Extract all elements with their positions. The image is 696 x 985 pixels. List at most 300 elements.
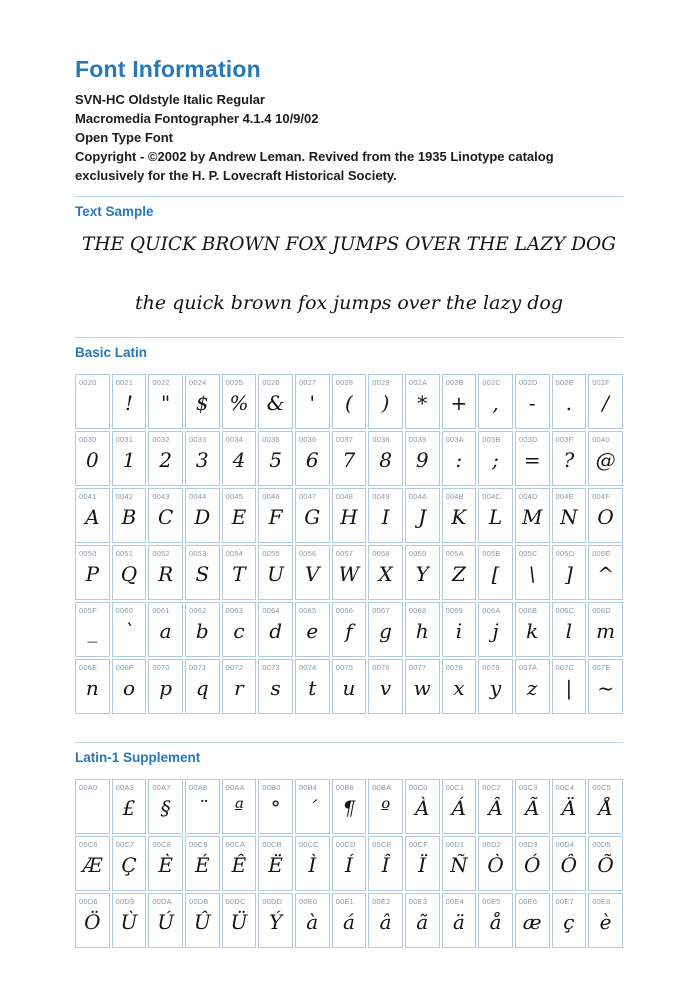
glyph-code-label: 00CC <box>298 840 319 849</box>
glyph-cell <box>368 836 403 891</box>
glyph-code-label: 005B <box>482 549 501 558</box>
copyright-line: Copyright - ©2002 by Andrew Leman. Revived from the 1935 Linotype catalog exclusively for the H. P. Lovecraft Historical Society. <box>75 149 554 183</box>
glyph-code-label: 00CB <box>262 840 282 849</box>
glyph-cell <box>112 431 147 486</box>
sample-text-lowercase: the quick brown fox jumps over the lazy dog <box>134 292 564 314</box>
glyph-cell <box>478 545 513 600</box>
glyph-char: S <box>195 562 210 586</box>
glyph-code-label: 005C <box>518 549 538 558</box>
glyph-char: ! <box>124 391 133 415</box>
glyph-char: x <box>453 676 465 700</box>
glyph-cell <box>405 431 440 486</box>
glyph-cell <box>368 659 403 714</box>
glyph-cell <box>222 545 257 600</box>
glyph-char: i <box>455 619 463 643</box>
glyph-cell <box>222 836 257 891</box>
glyph-char: Ç <box>121 853 137 877</box>
glyph-cell <box>222 659 257 714</box>
glyph-row <box>75 659 623 714</box>
glyph-char: À <box>415 796 430 820</box>
glyph-cell <box>405 779 440 834</box>
glyph-char: C <box>157 505 174 529</box>
glyph-cell <box>515 431 550 486</box>
glyph-code-label: 004A <box>408 492 428 501</box>
glyph-char: 3 <box>195 448 209 472</box>
glyph-cell <box>478 488 513 543</box>
glyph-cell <box>332 374 367 429</box>
glyph-char: F <box>268 505 283 529</box>
glyph-cell <box>588 374 623 429</box>
glyph-cell <box>552 836 587 891</box>
glyph-cell <box>442 488 477 543</box>
glyph-char: Ò <box>487 853 504 877</box>
glyph-code-label: 00C4 <box>555 783 575 792</box>
glyph-code-label: 00B6 <box>335 783 354 792</box>
glyph-code-label: 0074 <box>298 663 317 672</box>
glyph-cell <box>148 431 183 486</box>
glyph-char: ª <box>234 796 244 820</box>
glyph-cell <box>588 545 623 600</box>
glyph-code-label: 0058 <box>372 549 390 558</box>
glyph-cell <box>185 836 220 891</box>
glyph-char: % <box>229 391 249 415</box>
glyph-code-label: 0056 <box>298 549 317 558</box>
glyph-char: É <box>194 853 210 877</box>
glyph-char: V <box>305 562 320 586</box>
glyph-code-label: 00C5 <box>592 783 611 792</box>
glyph-code-label: 00D5 <box>592 840 611 849</box>
glyph-char: 7 <box>342 448 356 472</box>
glyph-char: â <box>379 910 392 934</box>
glyph-char: ã <box>416 910 429 934</box>
glyph-cell <box>75 779 110 834</box>
glyph-cell <box>75 893 110 948</box>
glyph-code-label: 00E7 <box>555 897 574 906</box>
glyph-cell <box>75 488 110 543</box>
glyph-code-label: 0039 <box>408 435 427 444</box>
latin1-supplement-glyph-table <box>73 777 625 950</box>
glyph-code-label: 00DC <box>225 897 246 906</box>
glyph-code-label: 002A <box>408 378 428 387</box>
glyph-cell <box>295 431 330 486</box>
glyph-char: £ <box>122 796 136 820</box>
glyph-char: t <box>308 676 317 700</box>
glyph-code-label: 0062 <box>188 606 207 615</box>
latin1-supplement-heading: Latin-1 Supplement <box>75 750 201 765</box>
glyph-cell <box>258 779 293 834</box>
glyph-code-label: 00C9 <box>188 840 208 849</box>
glyph-code-label: 0025 <box>225 378 244 387</box>
font-name-line: SVN-HC Oldstyle Italic Regular <box>75 92 265 107</box>
glyph-char: È <box>158 853 173 877</box>
glyph-cell <box>368 431 403 486</box>
glyph-cell <box>588 602 623 657</box>
glyph-code-label: 005D <box>555 549 575 558</box>
glyph-code-label: 00B0 <box>262 783 281 792</box>
glyph-char: ^ <box>597 562 614 586</box>
glyph-char: c <box>233 619 245 643</box>
glyph-char: Â <box>488 796 503 820</box>
glyph-row <box>75 836 623 891</box>
glyph-cell <box>185 488 220 543</box>
glyph-char: ¨ <box>197 796 208 820</box>
glyph-code-label: 0045 <box>225 492 244 501</box>
glyph-char: Æ <box>82 853 103 877</box>
glyph-char: Û <box>193 910 211 934</box>
glyph-cell <box>112 659 147 714</box>
glyph-cell <box>405 374 440 429</box>
glyph-code-label: 0041 <box>79 492 97 501</box>
glyph-char: v <box>379 676 392 700</box>
glyph-char: D <box>194 505 211 529</box>
section-divider <box>75 337 623 338</box>
glyph-cell <box>405 659 440 714</box>
glyph-char: P <box>85 562 100 586</box>
glyph-char: Q <box>120 562 138 586</box>
sample-text-uppercase: THE QUICK BROWN FOX JUMPS OVER THE LAZY DOG <box>82 234 616 255</box>
glyph-code-label: 0022 <box>152 378 170 387</box>
glyph-code-label: 003B <box>482 435 501 444</box>
glyph-code-label: 00E3 <box>408 897 428 906</box>
glyph-cell <box>478 659 513 714</box>
glyph-cell <box>258 836 293 891</box>
glyph-code-label: 0057 <box>335 549 354 558</box>
glyph-code-label: 007C <box>555 663 575 672</box>
glyph-cell <box>148 602 183 657</box>
glyph-cell <box>442 545 477 600</box>
glyph-cell <box>112 602 147 657</box>
glyph-cell <box>185 374 220 429</box>
glyph-cell <box>515 545 550 600</box>
glyph-code-label: 0026 <box>262 378 280 387</box>
glyph-code-label: 0047 <box>298 492 317 501</box>
glyph-code-label: 006A <box>482 606 501 615</box>
glyph-char: : <box>455 448 463 472</box>
glyph-code-label: 0031 <box>115 435 134 444</box>
glyph-char: B <box>121 505 137 529</box>
glyph-code-label: 00A3 <box>115 783 134 792</box>
basic-latin-glyph-table <box>73 372 625 716</box>
glyph-code-label: 0053 <box>188 549 207 558</box>
glyph-cell <box>478 431 513 486</box>
glyph-code-label: 0073 <box>262 663 280 672</box>
glyph-code-label: 0066 <box>335 606 354 615</box>
glyph-code-label: 003F <box>555 435 574 444</box>
glyph-code-label: 006B <box>518 606 538 615</box>
glyph-cell <box>258 545 293 600</box>
glyph-code-label: 00A0 <box>79 783 98 792</box>
glyph-char: " <box>161 391 171 415</box>
glyph-code-label: 004D <box>518 492 538 501</box>
section-divider <box>75 742 623 743</box>
glyph-code-label: 00D2 <box>482 840 501 849</box>
glyph-code-label: 00D9 <box>115 897 135 906</box>
glyph-code-label: 002F <box>592 378 611 387</box>
glyph-row <box>75 431 623 486</box>
glyph-code-label: 0042 <box>115 492 134 501</box>
glyph-char: Ì <box>308 853 317 877</box>
glyph-char: W <box>338 562 360 586</box>
glyph-code-label: 00B4 <box>298 783 318 792</box>
glyph-cell <box>75 374 110 429</box>
glyph-char: X <box>378 562 393 586</box>
glyph-char: . <box>565 391 573 415</box>
glyph-char: Ö <box>84 910 101 934</box>
glyph-char: å <box>489 910 502 934</box>
glyph-char: Ä <box>561 796 577 820</box>
glyph-code-label: 00C0 <box>408 783 428 792</box>
glyph-cell <box>588 431 623 486</box>
glyph-row <box>75 545 623 600</box>
glyph-cell <box>332 779 367 834</box>
glyph-char: Ñ <box>450 853 468 877</box>
glyph-cell <box>332 488 367 543</box>
glyph-char: U <box>267 562 285 586</box>
glyph-cell <box>75 431 110 486</box>
glyph-char: z <box>526 676 538 700</box>
glyph-cell <box>148 779 183 834</box>
glyph-code-label: 006F <box>115 663 134 672</box>
glyph-cell <box>588 488 623 543</box>
glyph-code-label: 004F <box>592 492 611 501</box>
glyph-code-label: 004C <box>482 492 501 501</box>
glyph-cell <box>222 374 257 429</box>
glyph-code-label: 00E4 <box>445 897 464 906</box>
glyph-code-label: 004B <box>445 492 464 501</box>
glyph-char: Ô <box>560 853 578 877</box>
glyph-char: Å <box>598 796 613 820</box>
glyph-cell <box>112 893 147 948</box>
glyph-code-label: 0029 <box>372 378 390 387</box>
glyph-char: ç <box>563 910 575 934</box>
glyph-code-label: 00A8 <box>188 783 208 792</box>
glyph-char: T <box>232 562 246 586</box>
glyph-row <box>75 374 623 429</box>
glyph-code-label: 005E <box>592 549 611 558</box>
glyph-cell <box>185 659 220 714</box>
glyph-code-label: 0040 <box>592 435 610 444</box>
glyph-cell <box>405 893 440 948</box>
glyph-char: 9 <box>415 448 429 472</box>
glyph-cell <box>552 779 587 834</box>
glyph-char: à <box>306 910 319 934</box>
glyph-code-label: 00E5 <box>482 897 501 906</box>
glyph-cell <box>112 488 147 543</box>
glyph-code-label: 0046 <box>262 492 280 501</box>
glyph-cell <box>295 545 330 600</box>
glyph-char: - <box>528 391 536 415</box>
glyph-char: ä <box>452 910 465 934</box>
glyph-code-label: 00D1 <box>445 840 465 849</box>
glyph-cell <box>112 374 147 429</box>
glyph-code-label: 0048 <box>335 492 354 501</box>
glyph-char: g <box>379 619 392 643</box>
glyph-char: ] <box>564 562 573 586</box>
glyph-char: r <box>234 676 244 700</box>
glyph-code-label: 0059 <box>408 549 427 558</box>
glyph-code-label: 0021 <box>115 378 134 387</box>
glyph-code-label: 006C <box>555 606 575 615</box>
glyph-char: n <box>85 676 99 700</box>
glyph-row <box>75 893 623 948</box>
glyph-code-label: 00E8 <box>592 897 611 906</box>
glyph-char: Ë <box>268 853 283 877</box>
glyph-code-label: 004E <box>555 492 574 501</box>
glyph-code-label: 00A7 <box>152 783 171 792</box>
glyph-cell <box>552 374 587 429</box>
glyph-code-label: 0064 <box>262 606 280 615</box>
glyph-cell <box>442 431 477 486</box>
glyph-char: s <box>270 676 281 700</box>
glyph-cell <box>552 893 587 948</box>
glyph-code-label: 0077 <box>408 663 427 672</box>
glyph-cell <box>295 659 330 714</box>
glyph-cell <box>75 602 110 657</box>
glyph-cell <box>478 602 513 657</box>
glyph-code-label: 0020 <box>79 378 97 387</box>
glyph-char: o <box>122 676 135 700</box>
glyph-char: O <box>597 505 614 529</box>
glyph-code-label: 0065 <box>298 606 317 615</box>
glyph-code-label: 0051 <box>115 549 134 558</box>
glyph-cell <box>222 779 257 834</box>
glyph-char: ) <box>381 391 390 415</box>
glyph-code-label: 002D <box>518 378 538 387</box>
glyph-cell <box>552 431 587 486</box>
glyph-cell <box>405 488 440 543</box>
glyph-code-label: 0071 <box>188 663 207 672</box>
glyph-code-label: 002C <box>482 378 501 387</box>
glyph-code-label: 00CE <box>372 840 392 849</box>
glyph-cell <box>368 893 403 948</box>
glyph-char: , <box>492 391 499 415</box>
glyph-cell <box>552 488 587 543</box>
glyph-code-label: 00DB <box>188 897 209 906</box>
glyph-code-label: 0036 <box>298 435 317 444</box>
glyph-cell <box>148 659 183 714</box>
glyph-cell <box>332 836 367 891</box>
glyph-char: & <box>266 391 285 415</box>
glyph-code-label: 0030 <box>79 435 97 444</box>
glyph-code-label: 00C1 <box>445 783 465 792</box>
glyph-cell <box>75 545 110 600</box>
glyph-cell <box>75 836 110 891</box>
glyph-cell <box>515 836 550 891</box>
glyph-code-label: 00DA <box>152 897 172 906</box>
glyph-char: k <box>526 619 539 643</box>
glyph-code-label: 0070 <box>152 663 170 672</box>
glyph-char: º <box>380 796 391 820</box>
glyph-cell <box>332 659 367 714</box>
glyph-char: / <box>602 391 609 415</box>
glyph-code-label: 00D4 <box>555 840 575 849</box>
glyph-code-label: 0068 <box>408 606 427 615</box>
glyph-code-label: 0075 <box>335 663 354 672</box>
glyph-cell <box>588 893 623 948</box>
glyph-code-label: 0076 <box>372 663 390 672</box>
glyph-code-label: 0060 <box>115 606 134 615</box>
glyph-char: Ê <box>231 853 247 877</box>
glyph-char: ( <box>345 391 353 415</box>
glyph-cell <box>515 602 550 657</box>
glyph-char: L <box>488 505 503 529</box>
glyph-code-label: 0055 <box>262 549 280 558</box>
glyph-code-label: 005A <box>445 549 464 558</box>
glyph-code-label: 0050 <box>79 549 97 558</box>
glyph-char: e <box>306 619 319 643</box>
glyph-char: \ <box>528 562 536 586</box>
glyph-char: Ã <box>524 796 540 820</box>
glyph-cell <box>148 488 183 543</box>
glyph-code-label: 0024 <box>188 378 207 387</box>
glyph-code-label: 0069 <box>445 606 464 615</box>
glyph-code-label: 0033 <box>188 435 207 444</box>
glyph-code-label: 00AA <box>225 783 245 792</box>
glyph-code-label: 002E <box>555 378 574 387</box>
glyph-cell <box>332 431 367 486</box>
glyph-char: Ú <box>157 910 175 934</box>
glyph-code-label: 0054 <box>225 549 244 558</box>
glyph-code-label: 0028 <box>335 378 354 387</box>
glyph-char: h <box>415 619 429 643</box>
glyph-char: á <box>342 910 355 934</box>
glyph-cell <box>148 545 183 600</box>
glyph-cell <box>222 431 257 486</box>
glyph-char: G <box>304 505 321 529</box>
glyph-cell <box>515 488 550 543</box>
glyph-cell <box>295 374 330 429</box>
glyph-code-label: 00CD <box>335 840 356 849</box>
glyph-cell <box>295 602 330 657</box>
glyph-cell <box>332 545 367 600</box>
glyph-code-label: 0037 <box>335 435 354 444</box>
generator-line: Macromedia Fontographer 4.1.4 10/9/02 <box>75 111 319 126</box>
glyph-cell <box>478 893 513 948</box>
glyph-cell <box>258 374 293 429</box>
glyph-char: ' <box>309 391 316 415</box>
glyph-cell <box>222 488 257 543</box>
glyph-char: ´ <box>307 796 318 820</box>
glyph-code-label: 0072 <box>225 663 244 672</box>
glyph-char: H <box>340 505 358 529</box>
glyph-cell <box>185 893 220 948</box>
glyph-char: ¶ <box>342 796 356 820</box>
glyph-char: Ü <box>230 910 248 934</box>
glyph-char: R <box>158 562 174 586</box>
glyph-cell <box>442 659 477 714</box>
glyph-cell <box>112 545 147 600</box>
glyph-char: æ <box>522 910 542 934</box>
glyph-cell <box>552 545 587 600</box>
glyph-cell <box>515 779 550 834</box>
glyph-cell <box>295 779 330 834</box>
glyph-cell <box>405 836 440 891</box>
glyph-char: @ <box>595 448 616 472</box>
glyph-code-label: 0034 <box>225 435 244 444</box>
glyph-cell <box>552 602 587 657</box>
glyph-cell <box>222 893 257 948</box>
glyph-cell <box>368 779 403 834</box>
glyph-cell <box>368 488 403 543</box>
glyph-char: ; <box>492 448 499 472</box>
glyph-cell <box>148 893 183 948</box>
glyph-code-label: 00E2 <box>372 897 391 906</box>
glyph-code-label: 00CF <box>408 840 429 849</box>
glyph-cell <box>588 779 623 834</box>
glyph-char: Ó <box>524 853 541 877</box>
glyph-char: Z <box>451 562 466 586</box>
glyph-code-label: 0079 <box>482 663 500 672</box>
